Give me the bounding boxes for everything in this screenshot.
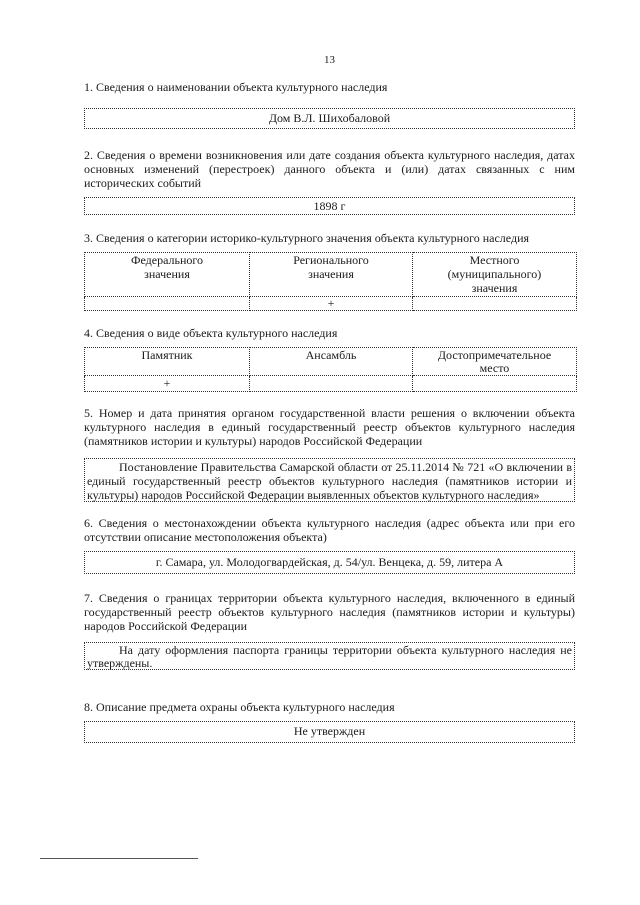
column-local: Местного (муниципального) значения bbox=[413, 253, 577, 297]
protection-subject-box bbox=[84, 721, 575, 743]
section4-heading: 4. Сведения о виде объекта культурного наследия bbox=[84, 326, 338, 340]
mark-federal bbox=[85, 297, 250, 311]
object-type-header-row bbox=[85, 348, 577, 376]
object-type-table bbox=[84, 347, 577, 392]
significance-table bbox=[84, 252, 577, 311]
object-name-box bbox=[84, 108, 575, 129]
page-number: 13 bbox=[324, 54, 335, 66]
section7-heading: 7. Сведения о границах территории объекта культурного наследия, включенного в единый государственный реестр объектов культурного наследия (памятников истории и культуры) народов Российской Федерации bbox=[84, 591, 575, 633]
mark-monument: + bbox=[85, 376, 250, 392]
creation-date-box bbox=[84, 197, 575, 215]
registry-decision-box bbox=[84, 458, 575, 502]
footnote-separator bbox=[40, 858, 198, 859]
section2-heading: 2. Сведения о времени возникновения или дате создания объекта культурного наследия, датах основных изменений (перестроек) данного объекта и (или) датах связанных с ним исторических событий bbox=[84, 148, 575, 190]
column-regional: Регионального значения bbox=[250, 253, 413, 297]
protection-subject-value: Не утвержден bbox=[293, 724, 366, 738]
mark-landmark bbox=[413, 376, 577, 392]
section6-heading: 6. Сведения о местонахождении объекта культурного наследия (адрес объекта или при его отсутствии описание местоположения объекта) bbox=[84, 516, 575, 544]
column-ensemble: Ансамбль bbox=[250, 348, 413, 376]
creation-date-value: 1898 г bbox=[313, 199, 346, 213]
object-name-value: Дом В.Л. Шихобаловой bbox=[268, 111, 391, 125]
mark-ensemble bbox=[250, 376, 413, 392]
section5-heading: 5. Номер и дата принятия органом государственной власти решения о включении объекта культурного наследия в единый государственный реестр объектов культурного наследия (памятников истории и культуры) народов Российской Федерации bbox=[84, 406, 575, 448]
section1-heading: 1. Сведения о наименовании объекта культурного наследия bbox=[84, 80, 388, 94]
address-value: г. Самара, ул. Молодогвардейская, д. 54/ул. Венцека, д. 59, литера А bbox=[155, 555, 504, 569]
significance-mark-row bbox=[85, 297, 577, 311]
mark-local bbox=[413, 297, 577, 311]
column-federal: Федерального значения bbox=[85, 253, 250, 297]
mark-regional: + bbox=[250, 297, 413, 311]
significance-header-row bbox=[85, 253, 577, 297]
object-type-mark-row bbox=[85, 376, 577, 392]
section8-heading: 8. Описание предмета охраны объекта культурного наследия bbox=[84, 700, 395, 714]
address-box bbox=[84, 551, 575, 574]
territory-boundaries-box bbox=[84, 642, 575, 670]
section3-heading: 3. Сведения о категории историко-культурного значения объекта культурного наследия bbox=[84, 231, 530, 245]
column-landmark: Достопримечательное место bbox=[413, 348, 577, 376]
column-monument: Памятник bbox=[85, 348, 250, 376]
registry-decision-value: Постановление Правительства Самарской области от 25.11.2014 № 721 «О включении в единый государственный реестр объектов культурного наследия (памятников истории и культуры) народов Российской Федерации выявленных объектов культурного наследия» bbox=[87, 460, 572, 502]
territory-boundaries-value: На дату оформления паспорта границы территории объекта культурного наследия не утверждены. bbox=[87, 643, 572, 670]
